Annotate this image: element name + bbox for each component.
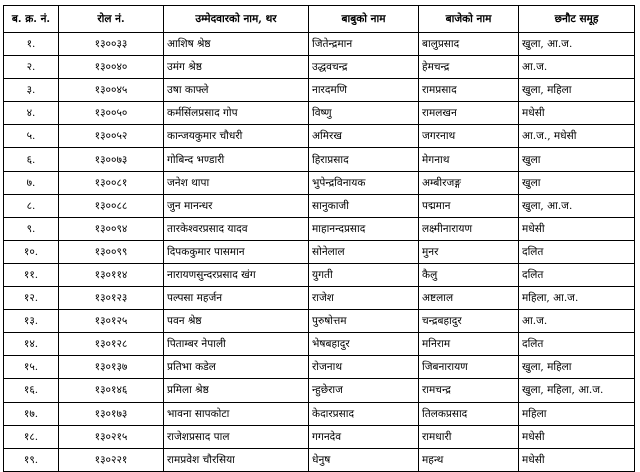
cell-roll-number: १३०१३७ xyxy=(59,356,164,379)
cell-serial-number: १९. xyxy=(4,448,59,471)
cell-father-name: भेषबहादुर xyxy=(309,333,419,356)
header-grandfather-name: बाजेको नाम xyxy=(419,6,519,33)
cell-father-name: विष्णु xyxy=(309,102,419,125)
cell-candidate-name: आशिष श्रेष्ठ xyxy=(164,33,309,56)
cell-father-name: हिराप्रसाद xyxy=(309,148,419,171)
cell-grandfather-name: कैलु xyxy=(419,263,519,286)
cell-serial-number: १५. xyxy=(4,356,59,379)
cell-selection-group: खुला xyxy=(519,148,635,171)
cell-selection-group: आ.ज. xyxy=(519,56,635,79)
table-row xyxy=(4,310,635,333)
cell-grandfather-name: रामप्रसाद xyxy=(419,79,519,102)
cell-serial-number: ६. xyxy=(4,148,59,171)
cell-selection-group: मधेसी xyxy=(519,425,635,448)
cell-grandfather-name: लक्ष्मीनारायण xyxy=(419,217,519,240)
cell-selection-group: दलित xyxy=(519,240,635,263)
table-row xyxy=(4,402,635,425)
cell-father-name: धेनुष xyxy=(309,448,419,471)
cell-serial-number: ३. xyxy=(4,79,59,102)
cell-serial-number: १४. xyxy=(4,333,59,356)
table-body xyxy=(4,33,635,472)
cell-candidate-name: भावना सापकोटा xyxy=(164,402,309,425)
cell-grandfather-name: चन्द्रबहादुर xyxy=(419,310,519,333)
cell-serial-number: २. xyxy=(4,56,59,79)
cell-roll-number: १३००५२ xyxy=(59,125,164,148)
cell-roll-number: १३००८१ xyxy=(59,171,164,194)
cell-selection-group: खुला, आ.ज. xyxy=(519,33,635,56)
table-row xyxy=(4,148,635,171)
table-row xyxy=(4,448,635,471)
cell-roll-number: १३०२२१ xyxy=(59,448,164,471)
cell-serial-number: ८. xyxy=(4,194,59,217)
cell-roll-number: १३०१२८ xyxy=(59,333,164,356)
table-row xyxy=(4,287,635,310)
cell-candidate-name: प्रतिभा कडेल xyxy=(164,356,309,379)
cell-candidate-name: तारकेश्वरप्रसाद यादव xyxy=(164,217,309,240)
cell-roll-number: १३०१७३ xyxy=(59,402,164,425)
cell-roll-number: १३०१२५ xyxy=(59,310,164,333)
cell-roll-number: १३००४० xyxy=(59,56,164,79)
cell-candidate-name: पवन श्रेष्ठ xyxy=(164,310,309,333)
table-row xyxy=(4,33,635,56)
cell-candidate-name: रामप्रवेश चौरसिया xyxy=(164,448,309,471)
cell-roll-number: १३००४५ xyxy=(59,79,164,102)
cell-candidate-name: जनेश थापा xyxy=(164,171,309,194)
cell-grandfather-name: पद्ममान xyxy=(419,194,519,217)
cell-father-name: न्हुछेराज xyxy=(309,379,419,402)
results-table-container xyxy=(3,5,635,472)
cell-serial-number: १८. xyxy=(4,425,59,448)
cell-father-name: केदारप्रसाद xyxy=(309,402,419,425)
table-row xyxy=(4,240,635,263)
cell-candidate-name: नारायणसुन्दरप्रसाद खंग xyxy=(164,263,309,286)
cell-serial-number: ९. xyxy=(4,217,59,240)
cell-grandfather-name: मेगनाथ xyxy=(419,148,519,171)
cell-selection-group: खुला, आ.ज. xyxy=(519,194,635,217)
cell-roll-number: १३०२१५ xyxy=(59,425,164,448)
cell-father-name: सोनेलाल xyxy=(309,240,419,263)
cell-roll-number: १३०१४६ xyxy=(59,379,164,402)
cell-father-name: अमिरख xyxy=(309,125,419,148)
cell-candidate-name: उमंग श्रेष्ठ xyxy=(164,56,309,79)
candidate-results-table xyxy=(3,5,635,472)
cell-serial-number: १०. xyxy=(4,240,59,263)
cell-serial-number: १३. xyxy=(4,310,59,333)
cell-selection-group: आ.ज. xyxy=(519,310,635,333)
cell-father-name: पुरुषोत्तम xyxy=(309,310,419,333)
cell-grandfather-name: रामचन्द्र xyxy=(419,379,519,402)
table-row xyxy=(4,194,635,217)
cell-candidate-name: दिपककुमार पासमान xyxy=(164,240,309,263)
cell-selection-group: मधेसी xyxy=(519,448,635,471)
header-serial-number: ब. क्र. नं. xyxy=(4,6,59,33)
cell-grandfather-name: रामलखन xyxy=(419,102,519,125)
cell-grandfather-name: रामधारी xyxy=(419,425,519,448)
table-row xyxy=(4,125,635,148)
cell-roll-number: १३०११४ xyxy=(59,263,164,286)
cell-grandfather-name: अम्बीरजङ्ग xyxy=(419,171,519,194)
cell-candidate-name: राजेशप्रसाद पाल xyxy=(164,425,309,448)
cell-selection-group: खुला xyxy=(519,171,635,194)
cell-serial-number: ५. xyxy=(4,125,59,148)
cell-selection-group: खुला, महिला xyxy=(519,79,635,102)
cell-selection-group: मधेसी xyxy=(519,102,635,125)
cell-grandfather-name: मुनर xyxy=(419,240,519,263)
cell-serial-number: ४. xyxy=(4,102,59,125)
cell-grandfather-name: जिबनारायण xyxy=(419,356,519,379)
cell-father-name: युगती xyxy=(309,263,419,286)
cell-candidate-name: पिताम्बर नेपाली xyxy=(164,333,309,356)
cell-selection-group: आ.ज., मधेसी xyxy=(519,125,635,148)
table-row xyxy=(4,102,635,125)
cell-roll-number: १३००९४ xyxy=(59,217,164,240)
cell-serial-number: १६. xyxy=(4,379,59,402)
table-row xyxy=(4,56,635,79)
table-row xyxy=(4,425,635,448)
cell-candidate-name: प्रमिला श्रेष्ठ xyxy=(164,379,309,402)
cell-roll-number: १३००९९ xyxy=(59,240,164,263)
cell-selection-group: महिला xyxy=(519,402,635,425)
table-row xyxy=(4,379,635,402)
cell-serial-number: १. xyxy=(4,33,59,56)
cell-candidate-name: गोबिन्द भण्डारी xyxy=(164,148,309,171)
cell-father-name: भुपेन्द्रविनायक xyxy=(309,171,419,194)
table-row xyxy=(4,171,635,194)
cell-selection-group: महिला, आ.ज. xyxy=(519,287,635,310)
cell-roll-number: १३००३३ xyxy=(59,33,164,56)
cell-selection-group: खुला, महिला, आ.ज. xyxy=(519,379,635,402)
cell-grandfather-name: मनिराम xyxy=(419,333,519,356)
header-selection-group: छनौट समूह xyxy=(519,6,635,33)
cell-serial-number: ११. xyxy=(4,263,59,286)
table-row xyxy=(4,79,635,102)
table-row xyxy=(4,356,635,379)
header-candidate-name: उम्मेदवारको नाम, थर xyxy=(164,6,309,33)
cell-father-name: उद्धवचन्द्र xyxy=(309,56,419,79)
cell-grandfather-name: महन्थ xyxy=(419,448,519,471)
cell-father-name: माहानन्दप्रसाद xyxy=(309,217,419,240)
cell-father-name: नारदमणि xyxy=(309,79,419,102)
cell-serial-number: ७. xyxy=(4,171,59,194)
cell-father-name: रोजनाथ xyxy=(309,356,419,379)
table-row xyxy=(4,263,635,286)
cell-father-name: राजेश xyxy=(309,287,419,310)
cell-roll-number: १३०१२३ xyxy=(59,287,164,310)
cell-candidate-name: पल्पसा महर्जन xyxy=(164,287,309,310)
cell-selection-group: खुला, महिला xyxy=(519,356,635,379)
cell-grandfather-name: तिलकप्रसाद xyxy=(419,402,519,425)
cell-grandfather-name: अष्टलाल xyxy=(419,287,519,310)
cell-roll-number: १३००७३ xyxy=(59,148,164,171)
cell-grandfather-name: हेमचन्द्र xyxy=(419,56,519,79)
cell-father-name: सानुकाजी xyxy=(309,194,419,217)
cell-grandfather-name: जगरनाथ xyxy=(419,125,519,148)
cell-serial-number: १२. xyxy=(4,287,59,310)
cell-selection-group: दलित xyxy=(519,333,635,356)
cell-candidate-name: जुन मानन्धर xyxy=(164,194,309,217)
table-row xyxy=(4,217,635,240)
cell-roll-number: १३००८८ xyxy=(59,194,164,217)
header-father-name: बाबुको नाम xyxy=(309,6,419,33)
table-header-row xyxy=(4,6,635,33)
cell-grandfather-name: बालुप्रसाद xyxy=(419,33,519,56)
cell-roll-number: १३००५० xyxy=(59,102,164,125)
cell-candidate-name: कान्जयकुमार चौधरी xyxy=(164,125,309,148)
table-row xyxy=(4,333,635,356)
cell-selection-group: दलित xyxy=(519,263,635,286)
header-roll-number: रोल नं. xyxy=(59,6,164,33)
cell-candidate-name: कर्मसिंलप्रसाद गोप xyxy=(164,102,309,125)
cell-candidate-name: उषा काफ्ले xyxy=(164,79,309,102)
cell-father-name: गगनदेव xyxy=(309,425,419,448)
cell-serial-number: १७. xyxy=(4,402,59,425)
cell-selection-group: मधेसी xyxy=(519,217,635,240)
cell-father-name: जितेन्द्रमान xyxy=(309,33,419,56)
